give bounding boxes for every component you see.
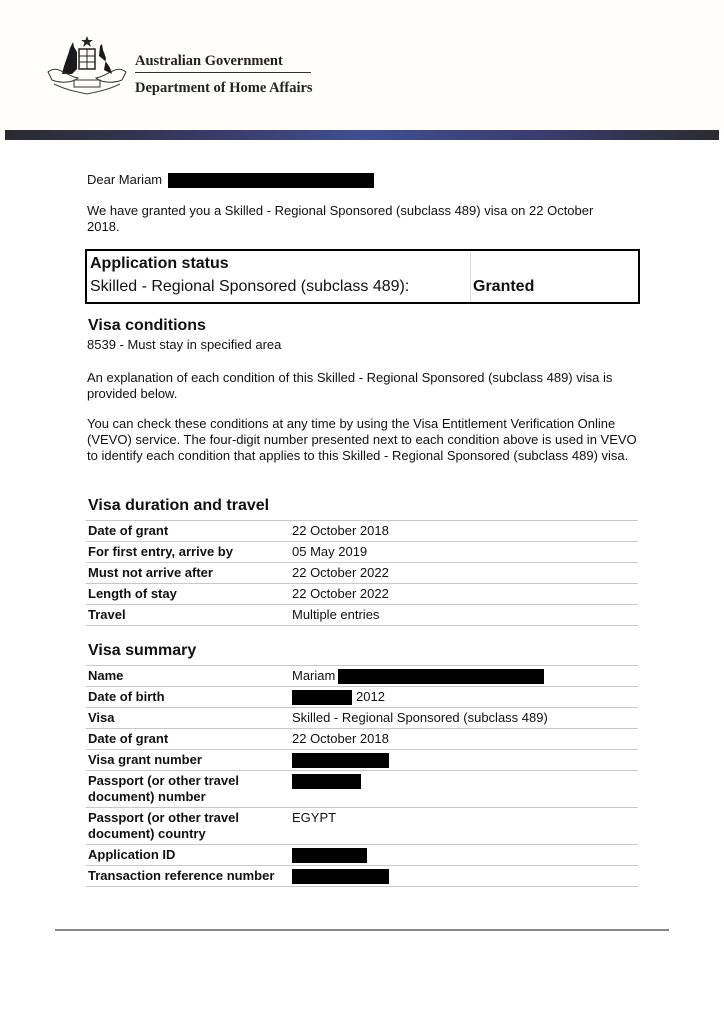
- visa-summary-heading: Visa summary: [88, 642, 197, 659]
- row-label: Date of grant: [88, 523, 169, 538]
- row-value: 05 May 2019: [292, 544, 368, 559]
- redaction-block: [292, 690, 352, 705]
- row-value: [292, 773, 361, 789]
- row-label: Visa: [88, 710, 115, 725]
- row-value: [292, 868, 389, 884]
- table-row: [86, 770, 638, 807]
- table-row: [86, 865, 638, 887]
- row-label: Passport (or other travel document) number: [88, 773, 239, 804]
- row-value: EGYPT: [292, 810, 337, 825]
- row-label: Name: [88, 668, 124, 683]
- condition-item: 8539 - Must stay in specified area: [87, 337, 282, 352]
- row-value: 22 October 2022: [292, 565, 389, 580]
- status-badge: Granted: [473, 278, 535, 295]
- row-label: Visa grant number: [88, 752, 202, 767]
- table-row: [86, 707, 638, 728]
- row-value: [292, 689, 385, 705]
- row-label: Must not arrive after: [88, 565, 213, 580]
- visa-duration-heading: Visa duration and travel: [88, 497, 270, 514]
- row-label: Passport (or other travel document) country: [88, 810, 239, 841]
- redaction-block: [292, 753, 389, 768]
- header-band: [5, 130, 719, 140]
- intro-paragraph: We have granted you a Skilled - Regional Sponsored (subclass 489) visa on 22 October 2018.: [87, 203, 594, 234]
- row-value: Multiple entries: [292, 607, 380, 622]
- dob-year-value: 2012: [356, 689, 385, 704]
- letterhead-divider: [135, 72, 311, 73]
- name-value: Mariam: [292, 668, 336, 683]
- redaction-block: [292, 869, 389, 884]
- table-row: [86, 807, 638, 844]
- row-value: [292, 847, 367, 863]
- row-value: 22 October 2022: [292, 586, 389, 601]
- table-row: [86, 520, 638, 541]
- conditions-explanation: An explanation of each condition of this Skilled - Regional Sponsored (subclass 489) visa is provided below.: [87, 370, 613, 401]
- table-row: [86, 541, 638, 562]
- row-value: [292, 668, 544, 684]
- visa-conditions-heading: Visa conditions: [88, 317, 206, 334]
- letterhead: [0, 0, 724, 130]
- row-value: 22 October 2018: [292, 523, 389, 538]
- row-label: Date of grant: [88, 731, 169, 746]
- status-divider: [470, 251, 471, 302]
- table-row: [86, 665, 638, 686]
- department-name: Department of Home Affairs: [135, 80, 313, 96]
- row-label: For first entry, arrive by: [88, 544, 233, 559]
- footer-divider: [55, 929, 669, 931]
- redaction-block: [292, 848, 367, 863]
- row-label: Length of stay: [88, 586, 177, 601]
- table-row: [86, 686, 638, 707]
- table-row: [86, 844, 638, 865]
- redaction-block: [338, 669, 544, 684]
- coat-of-arms-icon: [44, 34, 130, 96]
- visa-summary-table: [86, 665, 638, 887]
- application-status-box: [85, 249, 640, 304]
- row-label: Transaction reference number: [88, 868, 275, 883]
- salutation: Dear Mariam: [87, 172, 163, 187]
- visa-duration-table: [86, 520, 638, 626]
- table-row: [86, 604, 638, 626]
- status-visa-name: Skilled - Regional Sponsored (subclass 489):: [90, 278, 410, 295]
- table-row: [86, 562, 638, 583]
- government-name: Australian Government: [135, 53, 283, 69]
- row-label: Travel: [88, 607, 126, 622]
- row-label: Application ID: [88, 847, 176, 862]
- row-value: Skilled - Regional Sponsored (subclass 489): [292, 710, 548, 725]
- table-row: [86, 728, 638, 749]
- row-value: 22 October 2018: [292, 731, 389, 746]
- redaction-block: [168, 173, 374, 188]
- table-row: [86, 583, 638, 604]
- redaction-block: [292, 774, 361, 789]
- salutation-line: [87, 172, 639, 188]
- vevo-note: You can check these conditions at any time by using the Visa Entitlement Verification Online (VEVO) service. The four-digit number presented next to each condition above is used in VEVO to identify each condition that applies to this Skilled - Regional Sponsored (subclass 489) visa.: [87, 416, 637, 463]
- row-label: Date of birth: [88, 689, 165, 704]
- row-value: [292, 752, 389, 768]
- status-title: Application status: [90, 255, 229, 272]
- table-row: [86, 749, 638, 770]
